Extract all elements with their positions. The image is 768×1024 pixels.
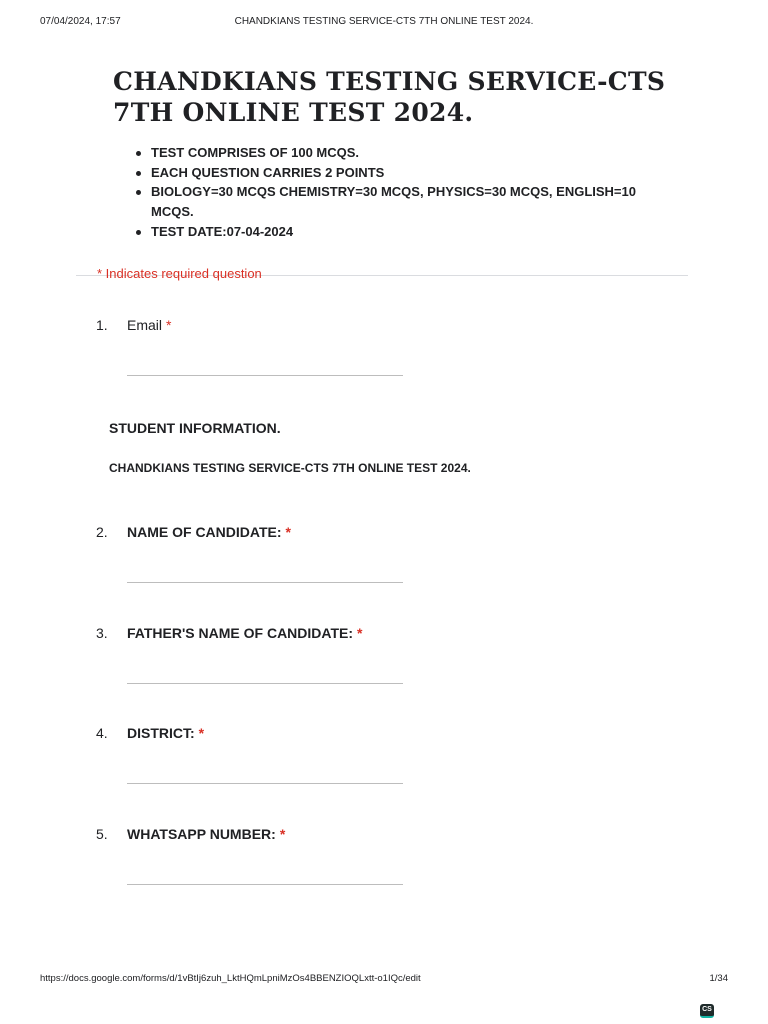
question-label-text: NAME OF CANDIDATE: bbox=[127, 524, 282, 540]
form-info-list bbox=[133, 143, 663, 242]
info-item: TEST COMPRISES OF 100 MCQS. bbox=[133, 143, 663, 163]
required-asterisk: * bbox=[198, 725, 205, 741]
question-label bbox=[127, 725, 204, 741]
question-label-text: WHATSAPP NUMBER: bbox=[127, 826, 276, 842]
required-note: * Indicates required question bbox=[97, 266, 262, 281]
required-asterisk: * bbox=[166, 317, 172, 333]
district-input-line[interactable] bbox=[127, 783, 403, 784]
question-label bbox=[127, 317, 171, 333]
required-asterisk: * bbox=[279, 826, 286, 842]
father-name-input-line[interactable] bbox=[127, 683, 403, 684]
camscanner-logo-icon: CS bbox=[700, 1004, 714, 1018]
question-label bbox=[127, 625, 362, 641]
section-title: STUDENT INFORMATION. bbox=[109, 420, 281, 436]
question-label bbox=[127, 524, 291, 540]
footer-url: https://docs.google.com/forms/d/1vBtIj6zuh_LktHQmLpniMzOs4BBENZIOQLxtt-o1IQc/edit bbox=[40, 973, 421, 984]
required-asterisk: * bbox=[285, 524, 291, 540]
question-number: 5. bbox=[96, 826, 108, 842]
info-item: BIOLOGY=30 MCQS CHEMISTRY=30 MCQS, PHYSICS=30 MCQS, ENGLISH=10 MCQS. bbox=[133, 182, 663, 221]
form-title-line-2: 7TH ONLINE TEST 2024. bbox=[113, 98, 474, 127]
question-number: 1. bbox=[96, 317, 108, 333]
print-datetime: 07/04/2024, 17:57 bbox=[40, 16, 121, 27]
form-title bbox=[113, 66, 665, 128]
form-title-line-1: CHANDKIANS TESTING SERVICE-CTS bbox=[113, 67, 666, 96]
email-input-line[interactable] bbox=[127, 375, 403, 376]
question-number: 4. bbox=[96, 725, 108, 741]
question-label-text: FATHER'S NAME OF CANDIDATE: bbox=[127, 625, 354, 641]
section-description: CHANDKIANS TESTING SERVICE-CTS 7TH ONLINE TEST 2024. bbox=[109, 461, 471, 475]
name-input-line[interactable] bbox=[127, 582, 403, 583]
page-number: 1/34 bbox=[709, 973, 728, 984]
question-number: 3. bbox=[96, 625, 108, 641]
required-asterisk: * bbox=[357, 625, 363, 641]
question-label bbox=[127, 826, 285, 842]
question-label-text: DISTRICT: bbox=[127, 725, 195, 741]
info-item: TEST DATE:07-04-2024 bbox=[133, 222, 663, 242]
question-number: 2. bbox=[96, 524, 108, 540]
question-label-text: Email bbox=[127, 317, 163, 333]
print-title: CHANDKIANS TESTING SERVICE-CTS 7TH ONLINE TEST 2024. bbox=[234, 16, 534, 27]
info-item: EACH QUESTION CARRIES 2 POINTS bbox=[133, 163, 663, 183]
whatsapp-input-line[interactable] bbox=[127, 884, 403, 885]
